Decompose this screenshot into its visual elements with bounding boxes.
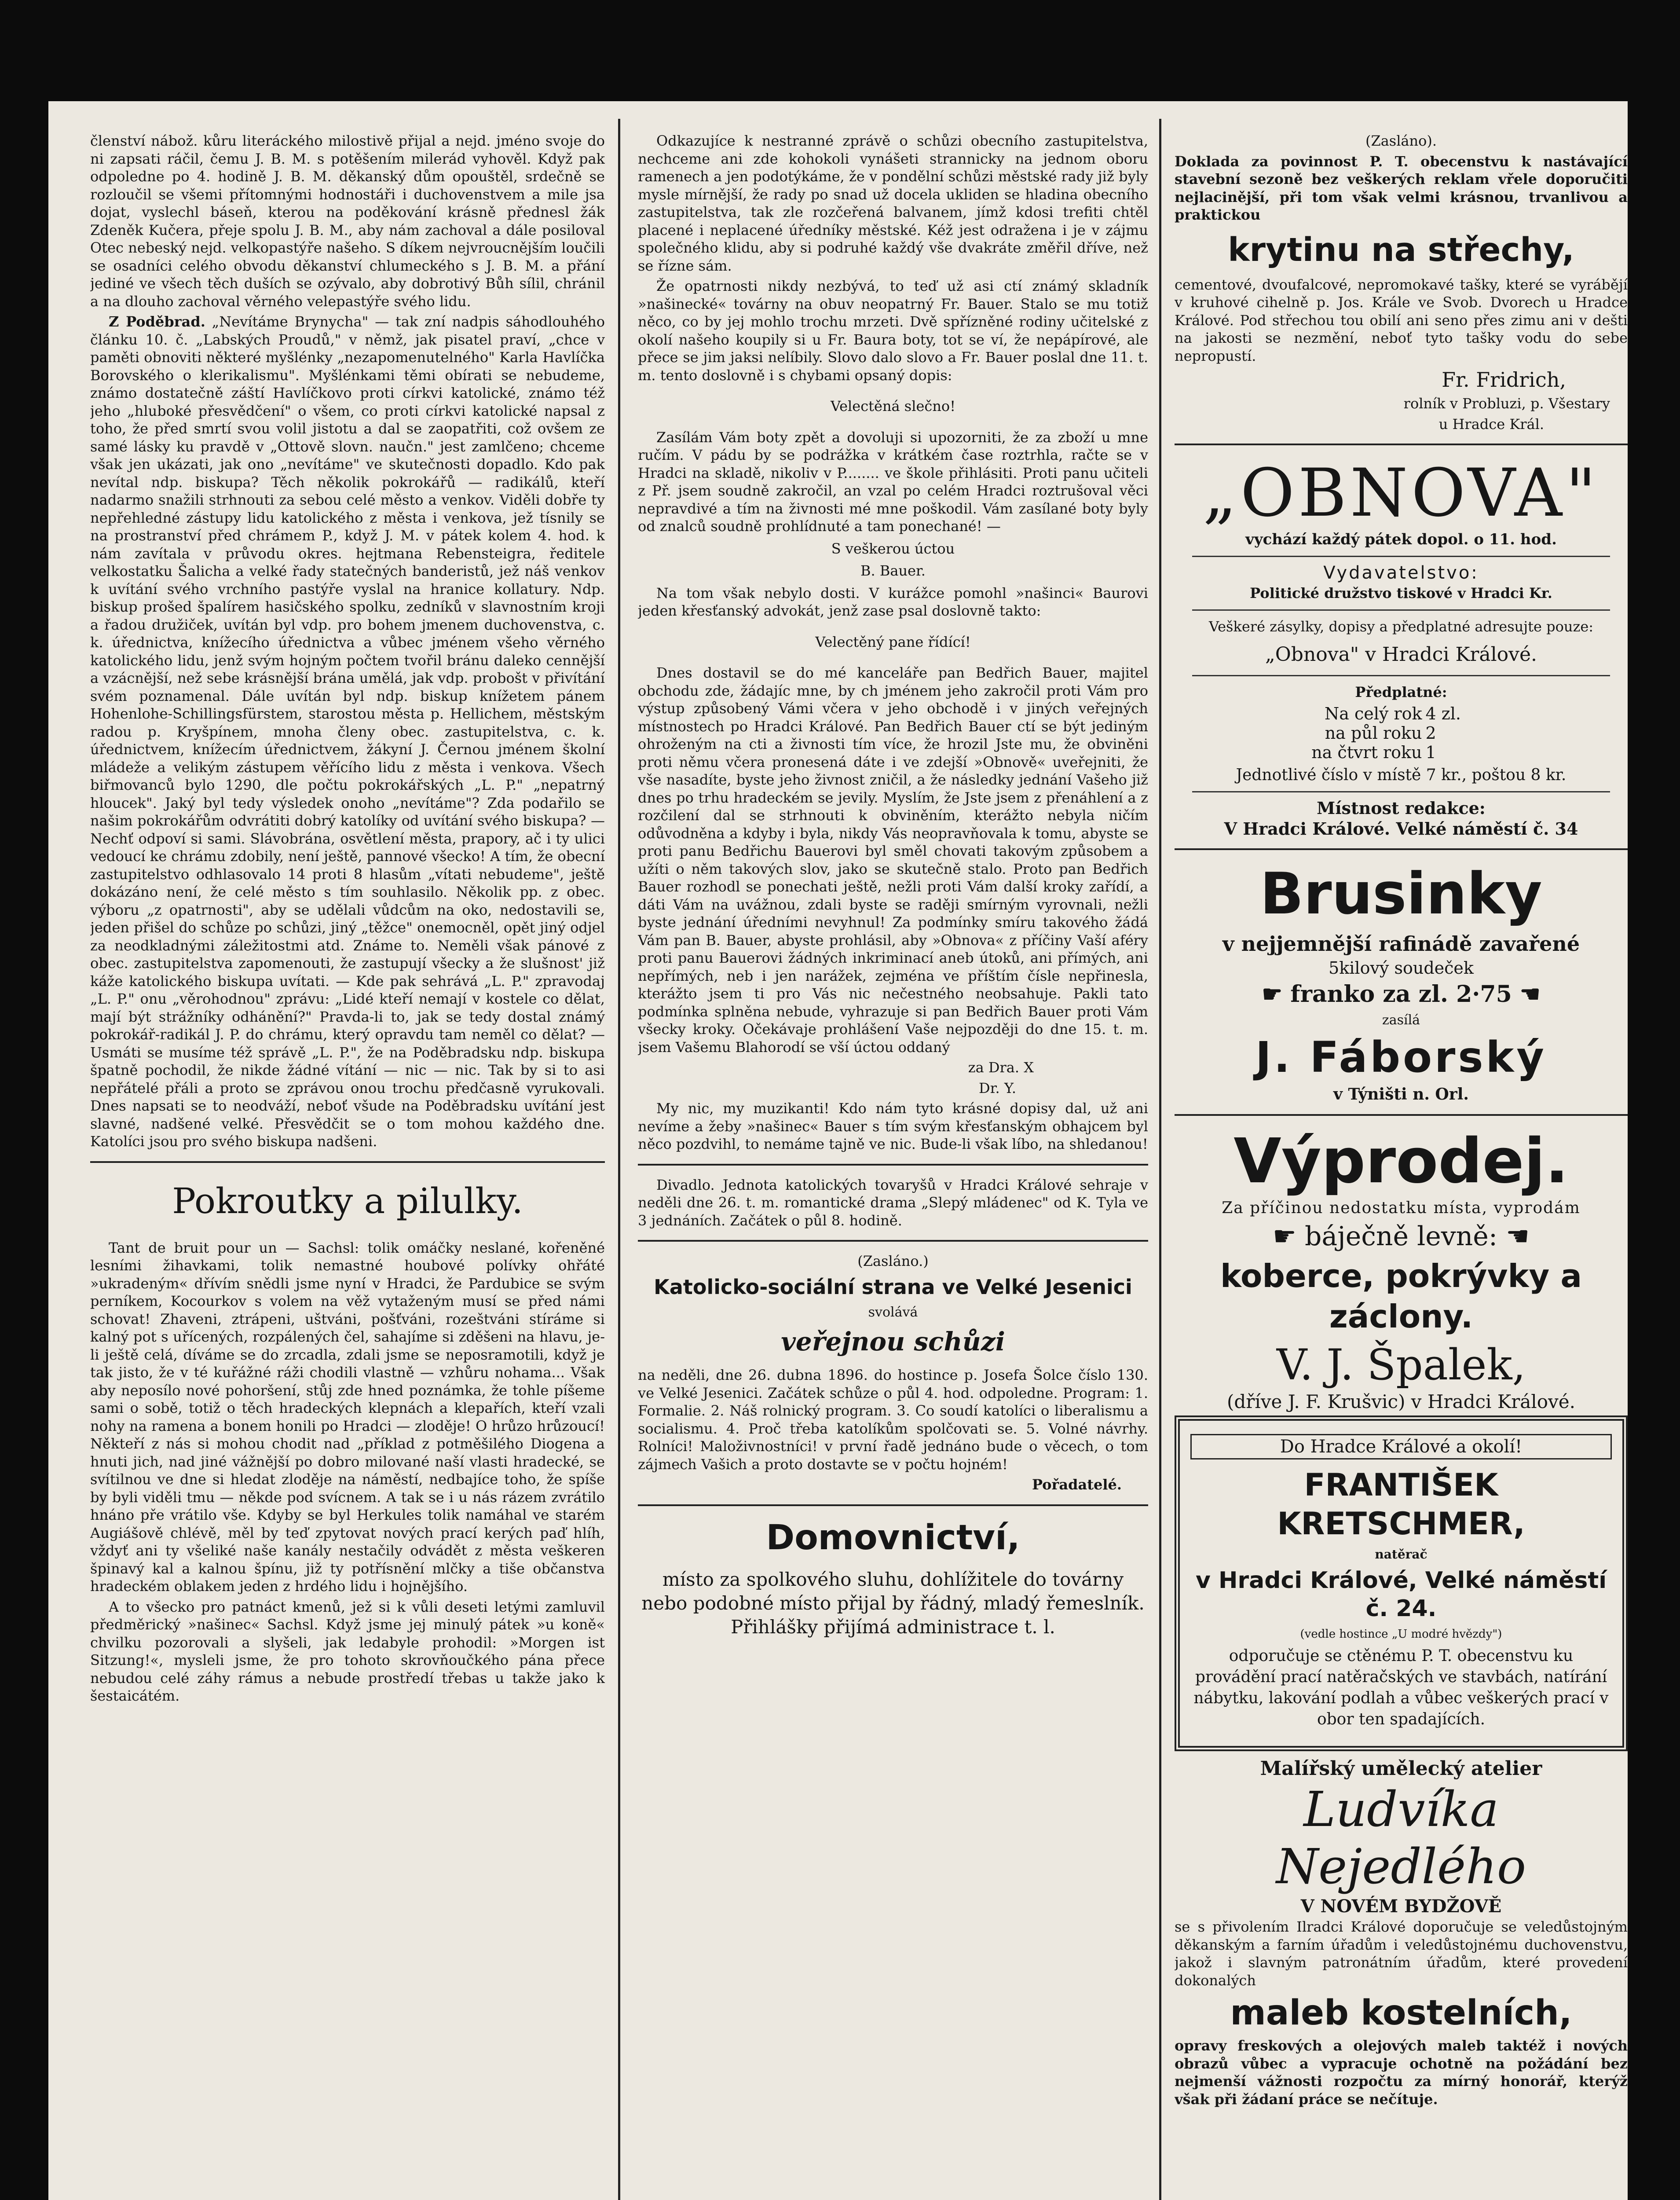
atelier-big: maleb kostelních,: [1230, 1993, 1572, 2033]
pokroutky-text: Tant de bruit pour un — Sachsl: tolik omáčky neslané, kořeněné lesními žihavkami, tolik nemastné houbové polívky ohřáté »ukradeným« dřívím snědli jsme nyní v Hradci, že Pardubice se svým perníkem, Kocourkov s volem na věž vytaženým musí se před námi schovat! Zhaveni, ztrápeni, uštváni, pošťváni, rozeštváni stíráme si kalný pot s uřícených, rozpálených čel, sahajíme si zděšeni na hlavu, je-li ještě celá, díváme se do zrcadla, zdali jsme se neposramotili, když je tak jisto, že v té kuřážné ráži chodili vlastně — vzhůru nohama... Však aby neposílo nové pohoršení, stůj zde hned poznámka, že tohle píšeme sami o sobě, totiž o těch hradeckých klepnách a klepařích, kteří vzali nohy na ramena a bonem honili po Hradci — zloděje! O hrůzo hrůzoucí! Někteří z nás si mohou chodit nad „příklad z potměšilého Diogena a hnuti jich, nad jiné vážnější po dobro milované naší vlasti hradecké, se svítilnou ve dne si hledat zloděje na náměstí, nedbajíce toho, že spíše by byli viděli tmu — někde pod svícnem. A tak se i u nás rázem zvrátilo hnáno pře vrátilo vše. Kdyby se byl Herkules tolik namáhal ve starém Augiášově chlévě, měl by teď zpytovat nových prací kerých paď hlíh, vždyť ani ty všeliké naše kanály nestačily odvádět z města veškeren špinavý kal a kalnou špínu, již ty potřísnění mlčky a tiše občanstva hradeckém oblakem jeden z hrdého lidu i hojnějšího.: [90, 1239, 605, 1595]
divider: [638, 1164, 1148, 1166]
signature-line-1: rolník v Probluzi, p. Všestary: [1403, 395, 1610, 412]
vydavatelstvo-label: Vydavatelstvo:: [1323, 562, 1479, 583]
divider: [1192, 675, 1610, 676]
schuze-title: veřejnou schůzi: [781, 1327, 1005, 1357]
pointing-hand-icon: ☚: [1512, 980, 1541, 1008]
price-row: na půl roku 2: [1325, 723, 1436, 743]
brusinky-title: Brusinky: [1260, 860, 1542, 927]
atelier-place: V NOVÉM BYDŽOVĚ: [1300, 1896, 1502, 1917]
strechy-title: krytinu na střechy,: [1228, 231, 1574, 269]
pointing-hand-icon: ☚: [1497, 1221, 1530, 1252]
divider: [638, 1240, 1148, 1242]
price-row: Na celý rok 4 zl.: [1324, 704, 1461, 723]
letter1-signature: B. Bauer.: [860, 562, 926, 579]
divider: [1192, 609, 1610, 611]
vydavatelstvo-name: Politické družstvo tiskové v Hradci Kr.: [1250, 585, 1552, 601]
atelier-text: se s přivolením Ilradci Králové doporučuje se veledůstojným děkanským a farním úřadům i veledůstojnému duchovenstvu, jakož i slavným patronátním úřadům, které provedení dokonalých: [1175, 1918, 1628, 1989]
vyprodej-reason: Za příčinou nedostatku místa, vyprodám: [1222, 1199, 1581, 1217]
column-rule-2: [1159, 119, 1161, 2200]
predplatne-title: Předplatné:: [1355, 684, 1447, 700]
pokroutky-text-2: A to všecko pro patnáct kmenů, jež si k vůli deseti letými zamluvil předměrický »našinec« Sachsl. Když jsme jej minulý pátek »u koně« chvilku pozorovali a slyšeli, jak ledabyle prohodil: »Morgen ist Sitzung!«, mysleli jsme, že pro tohoto skrovňoučkého pána přece nebudou celé záhy rámus a nebude prostředí třebas u takže jako k šestaicátém.: [90, 1598, 605, 1704]
strechy-text: cementové, dvoufalcové, nepromokavé tašky, které se vyrábějí v kruhové cihelně p. Jos. Krále ve Svob. Dvorech u Hradce Králové. Pod střechou tou obilí ani seno přes zimu ani v dešti na jakosti se nezmění, neboť tyto tašky vodu do sebe nepropustí.: [1175, 276, 1628, 364]
brusinky-sub: v nejjemnější rafinádě zavařené: [1222, 932, 1580, 956]
pointing-hand-icon: ☛: [1262, 980, 1291, 1008]
section-title-pokroutky: Pokroutky a pilulky.: [172, 1180, 523, 1221]
kretschmer-ad: [1175, 1415, 1628, 1752]
mid-text: Na tom však nebylo dosti. V kurážce pomohl »našinci« Baurovi jeden křesťanský advokát, jenž zase psal doslovně takto:: [638, 584, 1148, 619]
column-rule-1: [618, 119, 620, 2200]
kretschmer-address: v Hradci Králové, Velké náměstí č. 24.: [1195, 1567, 1607, 1622]
section-divider: [90, 1161, 605, 1163]
kretschmer-name: FRANTIŠEK KRETSCHMER,: [1277, 1467, 1525, 1542]
divider: [638, 1504, 1148, 1506]
atelier-text-2: opravy freskových a olejových maleb taktéž i nových obrazů vůbec a vypracuje ochotně na požádání bez nejmenší vážnosti rozpočtu za mírný honorář, kterýž však při žádaní práce se nečítuje.: [1175, 2037, 1628, 2108]
svolava-label: svolává: [868, 1304, 918, 1320]
price-table: [1175, 704, 1628, 762]
schuze-text: na neděli, dne 26. dubna 1896. do hostince p. Josefa Šolce číslo 130. ve Velké Jesenici. Začátek schůze o půl 4. hod. odpoledne. Program: 1. Formalie. 2. Náš rolnický program. 3. Co soudí katolíci o liberalismu a socialismu. 4. Proč třeba katolíkům spolčovati se. 5. Volné návrhy. Rolníci! Maloživnostníci! v první řadě jednáno bude o věcech, o tom zájmech Vašich a proto dostavte se v počtu hojném!: [638, 1367, 1148, 1473]
goods-text: koberce, pokrývky a záclony.: [1220, 1258, 1582, 1335]
redakce-address: V Hradci Králové. Velké náměstí č. 34: [1224, 818, 1578, 839]
column-3: [1175, 132, 1628, 2200]
letter2-body: Dnes dostavil se do mé kanceláře pan Bedřich Bauer, majitel obchodu zde, žádajíc mne, by ch jménem jeho zakročil proti Vám pro výstup způsobený Vámi včera v jeho obchodě i v jiných veřejných místnostech po Hradci Králové. Pan Bedřich Bauer ctí se být jediným ohroženým na cti a živnosti tím více, že hrozil Jste mu, že obviněni proti němu včera pronesená dáte i ve zdejší »Obnově« uveřejniti, že vše nasadíte, byste jeho živnost zničil, a že následky jednání Vašeho již dnes po trhu hradeckém se jevily. Myslím, že Jste jsem z přenáhlení a z rozčilení dal se strhnouti k obviněním, kterážto nebyla ničím odůvodněna a kdyby i byla, nikdy Vás neopravňovala k tomu, abyste se proti panu Bedřichu Bauerovi byl směl chovati takovým způsobem a užíti o něm takových slov, jako se skutečně stalo. Proto pan Bedřich Bauer rozhodl se ponechati ještě, nežli proti Vám další kroky zařídí, a dáti Vám na uvážnou, zdali byste se raději smírným vyrovnali, nežli byste jednání úředními nevyhnul! Za podmínky smíru takového žádá Vám pan B. Bauer, abyste prohlásil, aby »Obnova« z příčiny Vaší aféry proti panu Bauerovi žádných inkriminací aneb útoků, ani přímých, ani nepřímých, neb i jen narážek, zejména ve příštím čísle nepřinesla, kterážto jsem ti pro Vás nic nečestného neobsahuje. Pakli tato podmínka splněna nebude, vyhrazuje si pan Bedřich Bauer proti Vám všecky kroky. Očekávaje prohlášení Vaše nejpozději do dne 15. t. m. jsem Vašemu Blahorodí se vší úctou oddaný: [638, 664, 1148, 1056]
obnova-subtitle: vychází každý pátek dopol. o 11. hod.: [1245, 531, 1557, 548]
atelier-title: Malířský umělecký atelier: [1260, 1757, 1542, 1780]
zasila-label: zasílá: [1382, 1012, 1420, 1028]
redakce-title: Místnost redakce:: [1317, 798, 1486, 818]
podebrad-article: [90, 313, 605, 1151]
spalek-former: (dříve J. F. Krušvic) v Hradci Králové.: [1227, 1391, 1575, 1412]
newspaper-page: [48, 101, 1628, 2200]
divadlo-notice: Divadlo. Jednota katolických tovaryšů v Hradci Králové sehraje v neděli dne 26. t. m. romantické drama „Slepý mládenec" od K. Tyla ve 3 jednáních. Začátek o půl 8. hodině.: [638, 1176, 1148, 1229]
council-text: Odkazujíce k nestranné zprávě o schůzi obecního zastupitelstva, nechceme ani zde kohokoli vynášeti strannicky na jednom oboru ramenech a jen podotýkáme, že v pondělní schůzi městské rady již byly mysle mírnější, že rady po snad už docela ukliden se hladina obecního zastupitelstva, tak zle rozčeřená balvanem, jímž kdosi trefiti chtěl placené i neplacené úředníky městské. Kéž jest odražena i je v zájmu společného klidu, aby si podruhé každý vše dvakráte změřil dříve, než se řízne sám.: [638, 132, 1148, 274]
signature-line-2: u Hradce Král.: [1438, 415, 1544, 433]
podebrad-lead: Z Poděbrad.: [109, 313, 205, 330]
brusinky-qty: 5kilový soudeček: [1329, 958, 1474, 978]
column-1: [90, 132, 605, 2200]
podebrad-text: „Nevítáme Brynycha" — tak zní nadpis sáhodlouhého článku 10. č. „Labských Proudů," v němž, jak pisatel praví, „chce v paměti obnoviti některé myšlénky „nezapomenutelného" Karla Havlíčka Borovského o klerikalismu". Myšlénkami těmi obírati se nebudeme, známo dostatečně záští Havlíčkovo proti církvi katolické, známo též jeho „hluboké přesvědčení" o všem, co proti církvi katolické napsal z toho, že před smrtí svou volil jistotu a dal se zaopatřiti, což ovšem ze samé lásky ku pravdě v „Ottově slovn. naučn." jest zamlčeno; chceme však jen ukázati, jak ono „nevítáme" ve skutečnosti dopadlo. Kdo pak nevítal ndp. biskupa? Těch několik pokrokářů — radikálů, kteří nadarmo snažili strhnouti za sebou celé město a venkov. Viděli dobře ty nepřehledné zástupy lidu katolického z města i venkova, jež tísnily se na prostranství před chrámem P., když J. M. v pátek kolem 4. hod. k nám zavítala v průvodu okres. hejtmana Rebensteigra, ředitele velkostatku Šalicha a velké řady statečných banderistů, jež náš venkov k uvítání svého vrchního pastýře vyslal na hranice kollatury. Ndp. biskup prošed špalírem hasičského spolku, zedníků v slavnostním kroji a řadou družiček, uvítán byl vdp. pro bohem jmenem duchovenstva, c. k. úřednictva, knížecího úřednictva a vůbec jménem všeho věrného katolického lidu, jenž svým hojným počtem tvořil bránu daleko cennější a vzácnější, než sebe krásnější brána umělá, jak vdp. probošt v přivítání svém poznamenal. Dále uvítán byl ndp. biskup knížetem pánem Hohenlohe-Schillingsfürstem, starostou města p. Hellichem, městským radou p. Kryšpínem, mnoha členy obec. zastupitelstva, c. k. úřednictvem, knížecím úřednictvem, žákyní J. Černou jménem školní mládeže a velikým zástupem věřícího lidu z města i venkova. Všech biřmovanců bylo 1290, dle počtu pokrokářských „L. P." „nepatrný hloucek". Jaký byl tedy výsledek onoho „nevítáme"? Zda podařilo se našim pokrokářům odvrátiti dobrý katolíky od uvítání svého biskupa? — Nechť odpoví si sami. Slávobrána, osvětlení města, prapory, ač i ty ulici vedoucí ke chrámu zdobily, není ještě, pannové všecko! A tím, že obecní zastupitelstvo odhlasovalo 14 proti 8 hlasům „vítati nebudeme", ještě dokázáno není, že celé město s tím souhlasilo. Několik pp. z obec. výboru „z opatrnosti", aby se udělali vůdcům na oko, nedostavili se, jeden přišel do schůze po schůzi, jiný „těžce" onemocněl, opět jiný odjel za neodkladnými záležitostmi atd. Známe to. Neměli však pánové z obec. zastupitelstva zapomenouti, že zastupují všecky a že slušnost' již káže katolického biskupa uvítati. — Kde pak sehrává „L. P." zpravodaj „L. P." onu „věrohodnou" zprávu: „Lidé kteří nemají v kostele co dělat, mají být strážníky odhánění?" Pravda-li to, jak se tedy dostal známý pokrokář-radikál J. P. do chrámu, který opravdu tam neměl co dělat? — Usmáti se musíme též správě „L. P.", že na Poděbradsku ndp. biskupa špatně pochodil, že nikde žádné vítání — nic — nic. Tak by si to asi nepřátelé přáli a proto se zprávou onou trochu předčasně vyrukovali. Dnes napsati se to neodváží, neboť všude na Poděbradsku uvítání jest slavné, nadšené velké. Přesvědčit se o tom mohou každého dne. Katolíci jsou pro svého biskupa nadšeni.: [90, 313, 605, 1150]
kretschmer-invite: Do Hradce Králové a okolí!: [1190, 1434, 1612, 1460]
vyprodej-title: Výprodej.: [1233, 1125, 1569, 1197]
intro-paragraph: členství nábož. kůru literáckého milostivě přijal a nejd. jméno svoje do ni zapsati ráčil, čemu J. B. M. s potěšením milerád vyhověl. Když pak odpoledne po 4. hodině J. B. M. děkanský dům opouštěl, srdečně se rozloučil se všemi přítomnými hodnostáři i duchovenstvem a mile jsa dojat, vyslechl báseň, kterou na poděkování krásně přednesl žák Zdeněk Kučera, přeje spolu J. B. M., aby nám zachoval a dále posiloval Otec nebeský nejd. velkopastýře našeho. S díkem nejvroucnějším loučili se osadníci celého obvodu děkanství chlumeckého s J. B. M. a přání jediné ve všech těch duších se ozývalo, aby dobrotivý Bůh sílil, chránil a na dlouho zachoval věrného velepastýře svého lidu.: [90, 132, 605, 310]
brusinky-price: ☛ franko za zl. 2·75 ☚: [1262, 980, 1541, 1008]
divider: [1192, 556, 1610, 557]
pointing-hand-icon: ☛: [1273, 1221, 1305, 1252]
kretschmer-text: odporučuje se ctěnému P. T. obecenstvu ku provádění prací natěračských ve stavbách, natírání nábytku, lakování podlah a vůbec veškerých prací v obor ten spadajících.: [1193, 1647, 1609, 1728]
domovnictvi-text: místo za spolkového sluhu, dohlížitele do továrny nebo podobné místo přijal by řádný, mladý řemeslník. Přihlášky přijímá administrace t. l.: [641, 1568, 1145, 1638]
divider: [1175, 444, 1628, 445]
domovnictvi-title: Domovnictví,: [766, 1518, 1020, 1558]
obnova-masthead: „OBNOVA": [1203, 455, 1599, 532]
spalek-name: V. J. Špalek,: [1276, 1340, 1526, 1390]
divider: [1175, 1114, 1628, 1116]
column-2: [638, 132, 1148, 2200]
letter2-signature-1: za Dra. X: [968, 1059, 1034, 1076]
signature-name: Fr. Fridrich,: [1442, 368, 1566, 392]
bauer-intro: Že opatrnosti nikdy nezbývá, to teď už asi ctí známý skladník »našinecké« továrny na obuv neopatrný Fr. Bauer. Stalo se mu totiž něco, co by jej mohlo trochu mrzeti. Dvě spřízněné rodiny učitelské z okolí našeho koupily si u Fr. Baura boty, tot se ví, že nepápírové, ale přece se jim jaksi nelíbily. Slovo dalo slovo a Fr. Bauer poslal dne 11. t. m. tento doslovně i s chybami opsaný dopis:: [638, 278, 1148, 384]
zaslano-label: (Zasláno.): [857, 1253, 929, 1269]
jednotlive-text: Jednotlivé číslo v místě 7 kr., poštou 8 kr.: [1236, 766, 1567, 784]
strechy-intro: Doklada za povinnost P. T. obecenstvu k nastávající stavební sezoně bez veškerých reklam vřele doporučiti nejlacinější, při tom však velmi krásnou, trvanlivou a praktickou: [1175, 153, 1628, 223]
natera-label: natěrač: [1375, 1547, 1427, 1562]
zasilky-text: Veškeré zásylky, dopisy a předplatné adresujte pouze:: [1208, 618, 1594, 635]
levne-text: ☛ báječně levně: ☚: [1273, 1221, 1530, 1252]
letter1-salutation: Velectěná slečno!: [830, 398, 956, 414]
divider: [1175, 848, 1628, 850]
poradatele: Pořadatelé.: [1032, 1476, 1122, 1493]
zaslano-label-2: (Zasláno).: [1365, 132, 1437, 149]
letter2-salutation: Velectěný pane řídící!: [815, 633, 971, 650]
faborsky-name: J. Fáborský: [1255, 1033, 1547, 1082]
faborsky-place: v Týništi n. Orl.: [1333, 1085, 1469, 1104]
party-title: Katolicko-sociální strana ve Velké Jesenici: [654, 1275, 1132, 1299]
response-text: My nic, my muzikanti! Kdo nám tyto krásné dopisy dal, už ani nevíme a žeby »našinec« Bauer s tím svým křesťanským obhajcem byl něco pozdvihl, to nemáme tajně ve nic. Bude-li však líbo, na shledanou!: [638, 1100, 1148, 1152]
divider: [1192, 791, 1610, 792]
zasilky-address: „Obnova" v Hradci Králové.: [1265, 643, 1537, 666]
kretschmer-note: (vedle hostince „U modré hvězdy"): [1300, 1627, 1502, 1641]
letter1-body: Zasílám Vám boty zpět a dovoluji si upozorniti, že za zboží u mne ručím. V pádu by se podrážka v krátkém čase roztrhla, račte se v Hradci na skladě, nikoliv v P........ ve škole přihlásiti. Proti panu učiteli z Př. jsem soudně zakročil, an vzal po celém Hradci roztrušoval věci nepravdivé a tím na živnosti mé mne poškodil. Vám zasílané boty byly od znalců soudně prohlídnuté a tam ponechané! —: [638, 429, 1148, 535]
letter1-closing: S veškerou úctou: [831, 540, 955, 557]
atelier-name: Ludvíka Nejedlého: [1276, 1781, 1526, 1895]
letter2-signature-2: Dr. Y.: [979, 1079, 1016, 1096]
price-row: na čtvrt roku 1: [1311, 742, 1436, 762]
